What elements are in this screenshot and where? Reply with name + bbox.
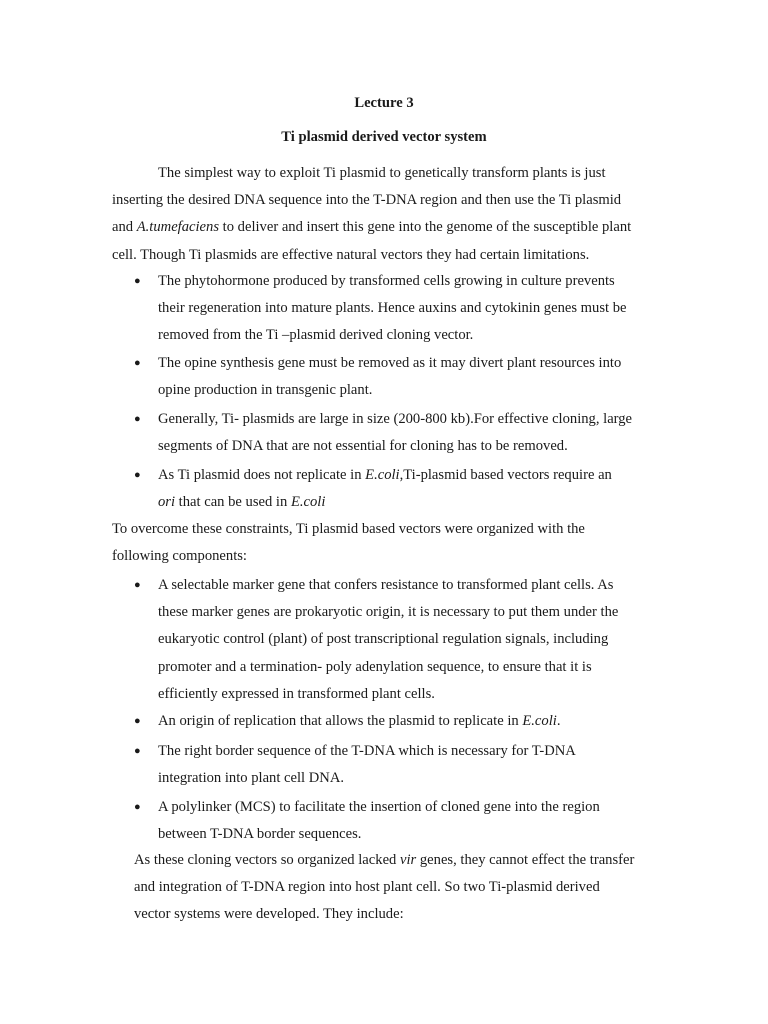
bullet-icon: ●	[134, 413, 141, 425]
intro-line: inserting the desired DNA sequence into the T-DNA region and then use the Ti plasmid	[112, 192, 622, 209]
species-name: A.tumefaciens	[136, 219, 220, 236]
list-item: A selectable marker gene that confers resistance to transformed plant cells. As these marker genes are prokaryotic origin, it is necessary to put them under the eukaryotic control (plant) of post transcriptional regulation signals, including promoter and a termination- poly adenylation sequence, to ensure that it is efficiently expressed in transformed plant cells.	[158, 577, 619, 702]
list-item: The opine synthesis gene must be removed as it may divert plant resources into opine production in transgenic plant.	[158, 355, 622, 399]
lecture-heading: Lecture 3	[354, 95, 414, 111]
bullet-icon: ●	[134, 275, 141, 287]
list-item: The right border sequence of the T-DNA which is necessary for T-DNA integration into plant cell DNA.	[158, 743, 576, 787]
bullet-icon: ●	[134, 745, 141, 757]
list-item: A polylinker (MCS) to facilitate the insertion of cloned gene into the region between T-DNA border sequences.	[158, 799, 600, 843]
bullet-icon: ●	[134, 469, 141, 481]
bullet-icon: ●	[134, 801, 141, 813]
intro-line: The simplest way to exploit Ti plasmid to genetically transform plants is just	[158, 165, 606, 181]
intro-line: cell. Though Ti plasmids are effective natural vectors they had certain limitations.	[112, 246, 590, 263]
page-title: Ti plasmid derived vector system	[281, 129, 487, 145]
intro-line: and A.tumefaciens to deliver and insert this gene into the genome of the susceptible plant	[112, 219, 632, 236]
list-item: Generally, Ti- plasmids are large in size (200-800 kb).For effective cloning, large segments of DNA that are not essential for cloning has to be removed.	[158, 411, 633, 455]
intro-paragraph	[112, 160, 631, 269]
bullet-icon: ●	[134, 715, 141, 727]
list-item: The phytohormone produced by transformed cells growing in culture prevents their regeneration into mature plants. Hence auxins and cytokinin genes must be removed from the Ti –plasmid derived cloning vector.	[158, 273, 627, 344]
list-item: An origin of replication that allows the plasmid to replicate in E.coli.	[158, 713, 561, 729]
bullet-icon: ●	[134, 579, 141, 591]
list-item: As Ti plasmid does not replicate in E.coli,Ti-plasmid based vectors require an ori that can be used in E.coli	[158, 467, 612, 511]
closing-paragraph: As these cloning vectors so organized lacked vir genes, they cannot effect the transfer and integration of T-DNA region into host plant cell. So two Ti-plasmid derived vector systems were developed. They include:	[134, 852, 635, 923]
bullet-icon: ●	[134, 357, 141, 369]
components-intro: To overcome these constraints, Ti plasmid based vectors were organized with the following components:	[112, 521, 585, 565]
